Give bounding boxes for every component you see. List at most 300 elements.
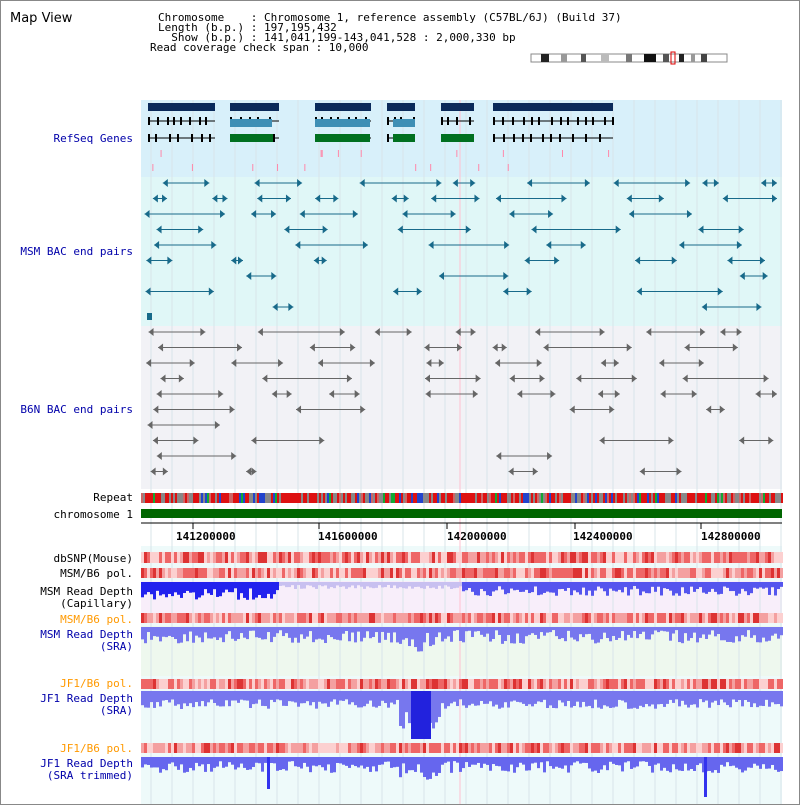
jf1-trimmed-depth-bar xyxy=(540,757,543,762)
refseq-exon xyxy=(199,117,201,125)
refseq-mark xyxy=(456,150,457,157)
msm-b6-pol-strip xyxy=(537,568,540,578)
msm-capillary-depth-bar xyxy=(762,582,765,589)
repeat-segment xyxy=(679,493,681,503)
jf1-b6-pol-strip xyxy=(201,679,204,689)
repeat-segment xyxy=(775,493,777,503)
repeat-segment xyxy=(721,493,723,503)
ideogram-band xyxy=(541,54,549,62)
dbsnp-strip xyxy=(210,552,213,563)
msm-b6-pol-strip xyxy=(720,568,723,578)
msm-sra-depth-bar xyxy=(156,627,159,637)
jf1-sra-depth-bar xyxy=(408,691,411,723)
dbsnp-strip xyxy=(519,552,522,563)
msm-b6-pol-strip xyxy=(693,568,696,578)
jf1-b6-pol-strip xyxy=(408,679,411,689)
jf1-sra-depth-bar xyxy=(501,691,504,708)
msm-sra-depth-bar xyxy=(573,627,576,640)
repeat-segment xyxy=(333,493,335,503)
jf1-b6-pol-strip xyxy=(708,743,711,753)
dbsnp-strip xyxy=(453,552,456,563)
msm-b6-pol-strip xyxy=(642,613,645,623)
dbsnp-strip xyxy=(648,552,651,563)
label-msm-depth-sra-sub: (SRA) xyxy=(99,640,133,653)
label-msm-bac[interactable]: MSM BAC end pairs xyxy=(20,245,133,258)
msm-b6-pol-strip xyxy=(681,568,684,578)
msm-b6-pol-strip xyxy=(504,613,507,623)
msm-b6-pol-strip xyxy=(723,568,726,578)
jf1-trimmed-depth-bar xyxy=(600,757,603,770)
repeat-segment xyxy=(475,493,477,503)
jf1-trimmed-depth-bar xyxy=(252,757,255,767)
msm-sra-depth-bar xyxy=(321,627,324,640)
dbsnp-strip xyxy=(408,552,411,563)
repeat-segment xyxy=(591,493,593,503)
jf1-trimmed-depth-bar xyxy=(390,757,393,768)
msm-sra-depth-bar xyxy=(423,627,426,642)
jf1-b6-pol-strip xyxy=(318,679,321,689)
repeat-segment xyxy=(729,493,731,503)
msm-capillary-depth-bar xyxy=(564,582,567,591)
msm-capillary-depth-bar xyxy=(144,582,147,594)
repeat-segment xyxy=(587,493,589,503)
msm-b6-pol-strip xyxy=(414,613,417,623)
jf1-b6-pol-strip xyxy=(501,679,504,689)
repeat-segment xyxy=(231,493,233,503)
msm-capillary-depth-bar xyxy=(735,582,738,596)
msm-sra-depth-bar xyxy=(708,627,711,635)
dbsnp-strip xyxy=(603,552,606,563)
msm-b6-pol-strip xyxy=(555,568,558,578)
jf1-b6-pol-strip xyxy=(156,743,159,753)
dbsnp-strip xyxy=(774,552,777,563)
msm-capillary-depth-bar xyxy=(504,582,507,594)
msm-b6-pol-strip xyxy=(336,568,339,578)
jf1-b6-pol-strip xyxy=(189,679,192,689)
repeat-segment xyxy=(545,493,547,503)
jf1-b6-pol-strip xyxy=(696,679,699,689)
msm-b6-pol-strip xyxy=(744,613,747,623)
repeat-segment xyxy=(371,493,373,503)
msm-b6-pol-strip xyxy=(399,613,402,623)
dbsnp-strip xyxy=(438,552,441,563)
jf1-sra-depth-bar xyxy=(753,691,756,703)
jf1-b6-pol-strip xyxy=(669,679,672,689)
jf1-b6-pol-strip xyxy=(666,743,669,753)
msm-sra-depth-bar xyxy=(465,627,468,631)
msm-sra-depth-bar xyxy=(255,627,258,637)
refseq-mark xyxy=(338,150,339,157)
axis-tick-label: 141200000 xyxy=(176,530,236,543)
jf1-b6-pol-strip xyxy=(699,743,702,753)
jf1-b6-pol-strip xyxy=(237,679,240,689)
repeat-segment xyxy=(343,493,345,503)
jf1-b6-pol-strip xyxy=(411,679,414,689)
jf1-b6-pol-strip xyxy=(627,743,630,753)
jf1-trimmed-depth-bar xyxy=(531,757,534,763)
jf1-b6-pol-strip xyxy=(645,679,648,689)
msm-b6-pol-strip xyxy=(597,613,600,623)
repeat-segment xyxy=(213,493,215,503)
jf1-b6-pol-strip xyxy=(396,743,399,753)
msm-sra-depth-bar xyxy=(564,627,567,641)
jf1-b6-pol-strip xyxy=(636,743,639,753)
jf1-sra-depth-bar xyxy=(627,691,630,709)
repeat-segment xyxy=(407,493,409,503)
dbsnp-strip xyxy=(285,552,288,563)
jf1-b6-pol-strip xyxy=(549,679,552,689)
jf1-sra-depth-bar xyxy=(243,691,246,700)
jf1-b6-pol-strip xyxy=(717,743,720,753)
repeat-segment xyxy=(183,493,185,503)
refseq-exon xyxy=(447,117,449,125)
repeat-segment xyxy=(159,493,161,503)
msm-capillary-depth-bar xyxy=(369,582,372,588)
msm-b6-pol-strip xyxy=(777,568,780,578)
msm-b6-pol-strip xyxy=(318,613,321,623)
label-b6n-bac[interactable]: B6N BAC end pairs xyxy=(20,403,133,416)
dbsnp-strip xyxy=(636,552,639,563)
jf1-b6-pol-strip xyxy=(762,679,765,689)
msm-b6-pol-strip xyxy=(399,568,402,578)
jf1-trimmed-depth-bar xyxy=(426,757,429,780)
msm-sra-depth-bar xyxy=(501,627,504,644)
repeat-segment xyxy=(477,493,479,503)
msm-capillary-depth-bar xyxy=(600,582,603,588)
repeat-segment xyxy=(373,493,375,503)
dbsnp-strip xyxy=(435,552,438,563)
jf1-b6-pol-strip xyxy=(153,743,156,753)
jf1-b6-pol-strip xyxy=(186,743,189,753)
jf1-b6-pol-strip xyxy=(309,679,312,689)
jf1-trimmed-depth-bar xyxy=(330,757,333,773)
jf1-trimmed-depth-bar xyxy=(735,757,738,768)
repeat-segment xyxy=(311,493,313,503)
msm-capillary-depth-bar xyxy=(573,582,576,590)
repeat-segment xyxy=(319,493,321,503)
msm-capillary-depth-bar xyxy=(549,582,552,592)
jf1-sra-depth-bar xyxy=(621,691,624,701)
msm-b6-pol-strip xyxy=(645,613,648,623)
msm-sra-depth-bar xyxy=(276,627,279,633)
msm-sra-depth-bar xyxy=(690,627,693,638)
dbsnp-strip xyxy=(738,552,741,563)
msm-b6-pol-strip xyxy=(738,568,741,578)
msm-capillary-depth-bar xyxy=(645,582,648,593)
jf1-b6-pol-strip xyxy=(582,743,585,753)
msm-sra-depth-bar xyxy=(486,627,489,634)
msm-b6-pol-strip xyxy=(267,568,270,578)
repeat-segment xyxy=(665,493,667,503)
msm-b6-pol-strip xyxy=(402,568,405,578)
jf1-b6-pol-strip xyxy=(444,679,447,689)
jf1-b6-pol-strip xyxy=(420,743,423,753)
msm-b6-pol-strip xyxy=(321,568,324,578)
msm-capillary-depth-bar xyxy=(750,582,753,593)
msm-sra-depth-bar xyxy=(615,627,618,640)
msm-sra-depth-bar xyxy=(363,627,366,638)
jf1-b6-pol-strip xyxy=(609,679,612,689)
jf1-b6-pol-strip xyxy=(291,679,294,689)
repeat-segment xyxy=(455,493,457,503)
repeat-segment xyxy=(391,493,393,503)
msm-b6-pol-strip xyxy=(186,568,189,578)
jf1-sra-depth-bar xyxy=(651,691,654,704)
label-refseq-genes[interactable]: RefSeq Genes xyxy=(53,132,133,145)
dbsnp-strip xyxy=(405,552,408,563)
jf1-b6-pol-strip xyxy=(486,679,489,689)
msm-sra-depth-bar xyxy=(768,627,771,641)
msm-b6-pol-strip xyxy=(372,568,375,578)
msm-sra-depth-bar xyxy=(666,627,669,632)
repeat-segment xyxy=(719,493,721,503)
jf1-b6-pol-strip xyxy=(183,743,186,753)
msm-b6-pol-strip xyxy=(759,613,762,623)
msm-sra-depth-bar xyxy=(381,627,384,632)
msm-capillary-depth-bar xyxy=(768,582,771,595)
msm-sra-depth-bar xyxy=(642,627,645,632)
refseq-exon xyxy=(567,117,569,125)
jf1-sra-depth-bar xyxy=(300,691,303,703)
repeat-segment xyxy=(273,493,275,503)
msm-b6-pol-strip xyxy=(597,568,600,578)
jf1-b6-pol-strip xyxy=(555,679,558,689)
jf1-b6-pol-strip xyxy=(693,743,696,753)
dbsnp-strip xyxy=(306,552,309,563)
msm-capillary-depth-bar xyxy=(708,582,711,592)
jf1-sra-depth-bar xyxy=(444,691,447,709)
repeat-segment xyxy=(777,493,779,503)
msm-capillary-depth-bar xyxy=(219,582,222,596)
msm-sra-depth-bar xyxy=(453,627,456,631)
msm-sra-depth-bar xyxy=(687,627,690,641)
msm-b6-pol-strip xyxy=(522,568,525,578)
jf1-b6-pol-strip xyxy=(357,679,360,689)
msm-capillary-depth-bar xyxy=(240,582,243,593)
jf1-sra-depth-bar xyxy=(465,691,468,708)
msm-b6-pol-strip xyxy=(318,568,321,578)
dbsnp-strip xyxy=(501,552,504,563)
repeat-segment xyxy=(659,493,661,503)
msm-sra-depth-bar xyxy=(726,627,729,642)
msm-b6-pol-strip xyxy=(489,568,492,578)
jf1-b6-pol-strip xyxy=(684,743,687,753)
msm-sra-depth-bar xyxy=(384,627,387,640)
repeat-segment xyxy=(523,493,525,503)
jf1-trimmed-depth-bar xyxy=(615,757,618,765)
jf1-sra-depth-bar xyxy=(366,691,369,704)
repeat-segment xyxy=(245,493,247,503)
jf1-b6-pol-strip xyxy=(213,679,216,689)
jf1-trimmed-depth-bar xyxy=(198,757,201,766)
repeat-segment xyxy=(229,493,231,503)
dbsnp-strip xyxy=(729,552,732,563)
repeat-segment xyxy=(753,493,755,503)
msm-b6-pol-strip xyxy=(294,568,297,578)
msm-b6-pol-strip xyxy=(207,613,210,623)
msm-capillary-depth-bar xyxy=(333,582,336,588)
jf1-trimmed-depth-bar xyxy=(753,757,756,764)
msm-sra-depth-bar xyxy=(474,627,477,632)
jf1-sra-depth-bar xyxy=(600,691,603,709)
dbsnp-strip xyxy=(384,552,387,563)
jf1-b6-pol-strip xyxy=(777,743,780,753)
jf1-b6-pol-strip xyxy=(252,743,255,753)
msm-capillary-depth-bar xyxy=(462,582,465,591)
msm-b6-pol-strip xyxy=(363,568,366,578)
repeat-segment xyxy=(285,493,287,503)
info-coverage-span: Read coverage check span : 10,000 xyxy=(150,41,369,54)
msm-b6-pol-strip xyxy=(594,568,597,578)
jf1-b6-pol-strip xyxy=(336,679,339,689)
repeat-segment xyxy=(293,493,295,503)
jf1-sra-depth-bar xyxy=(537,691,540,701)
msm-b6-pol-strip xyxy=(324,613,327,623)
repeat-segment xyxy=(681,493,683,503)
msm-b6-pol-strip xyxy=(243,568,246,578)
msm-sra-depth-bar xyxy=(432,627,435,645)
msm-capillary-depth-bar xyxy=(588,582,591,591)
label-jf1-b6-pol-1: JF1/B6 pol. xyxy=(60,677,133,690)
msm-capillary-depth-bar xyxy=(426,582,429,586)
msm-capillary-depth-bar xyxy=(405,582,408,589)
jf1-sra-depth-bar xyxy=(507,691,510,708)
repeat-segment xyxy=(235,493,237,503)
msm-sra-depth-bar xyxy=(630,627,633,638)
repeat-segment xyxy=(295,493,297,503)
msm-b6-pol-strip xyxy=(411,613,414,623)
jf1-trimmed-depth-bar xyxy=(483,757,486,764)
msm-b6-pol-strip xyxy=(345,568,348,578)
dbsnp-strip xyxy=(525,552,528,563)
repeat-segment xyxy=(463,493,465,503)
jf1-b6-pol-strip xyxy=(369,743,372,753)
msm-capillary-depth-bar xyxy=(618,582,621,590)
jf1-b6-pol-strip xyxy=(288,679,291,689)
msm-b6-pol-strip xyxy=(153,613,156,623)
jf1-trimmed-depth-bar xyxy=(384,757,387,762)
repeat-segment xyxy=(639,493,641,503)
msm-b6-pol-strip xyxy=(351,613,354,623)
jf1-trimmed-depth-bar xyxy=(312,757,315,766)
msm-capillary-depth-bar xyxy=(612,582,615,591)
msm-capillary-depth-bar xyxy=(648,582,651,593)
jf1-b6-pol-strip xyxy=(144,679,147,689)
jf1-trimmed-depth-bar xyxy=(423,757,426,777)
jf1-trimmed-depth-bar xyxy=(159,757,162,773)
dbsnp-strip xyxy=(342,552,345,563)
dbsnp-strip xyxy=(231,552,234,563)
msm-b6-pol-strip xyxy=(618,613,621,623)
msm-sra-depth-bar xyxy=(159,627,162,641)
msm-b6-pol-strip xyxy=(729,613,732,623)
jf1-trimmed-depth-bar xyxy=(498,757,501,766)
repeat-segment xyxy=(249,493,251,503)
msm-capillary-depth-bar xyxy=(477,582,480,596)
jf1-b6-pol-strip xyxy=(186,679,189,689)
refseq-exon xyxy=(177,134,179,142)
msm-sra-depth-bar xyxy=(747,627,750,630)
msm-capillary-depth-bar xyxy=(327,582,330,589)
msm-sra-depth-bar xyxy=(231,627,234,639)
jf1-b6-pol-strip xyxy=(543,679,546,689)
dbsnp-strip xyxy=(534,552,537,563)
msm-b6-pol-strip xyxy=(384,613,387,623)
msm-b6-pol-strip xyxy=(156,568,159,578)
jf1-sra-depth-bar xyxy=(660,691,663,704)
repeat-segment xyxy=(283,493,285,503)
msm-b6-pol-strip xyxy=(267,613,270,623)
jf1-b6-pol-strip xyxy=(174,679,177,689)
msm-b6-pol-strip xyxy=(657,613,660,623)
jf1-sra-depth-bar xyxy=(174,691,177,706)
msm-b6-pol-strip xyxy=(621,568,624,578)
msm-capillary-depth-bar xyxy=(411,582,414,589)
refseq-exon xyxy=(273,134,275,142)
msm-capillary-depth-bar xyxy=(255,582,258,598)
jf1-sra-depth-bar xyxy=(384,691,387,703)
msm-b6-pol-strip xyxy=(171,568,174,578)
jf1-b6-pol-strip xyxy=(756,679,759,689)
msm-b6-pol-strip xyxy=(507,568,510,578)
msm-b6-pol-strip xyxy=(549,568,552,578)
msm-b6-pol-strip xyxy=(390,568,393,578)
jf1-sra-depth-bar xyxy=(492,691,495,706)
msm-b6-pol-strip xyxy=(300,613,303,623)
jf1-b6-pol-strip xyxy=(516,679,519,689)
jf1-b6-pol-strip xyxy=(507,743,510,753)
repeat-segment xyxy=(291,493,293,503)
msm-b6-pol-strip xyxy=(255,568,258,578)
repeat-segment xyxy=(221,493,223,503)
repeat-segment xyxy=(157,493,159,503)
jf1-b6-pol-strip xyxy=(342,679,345,689)
repeat-segment xyxy=(747,493,749,503)
dbsnp-strip xyxy=(447,552,450,563)
dbsnp-strip xyxy=(642,552,645,563)
msm-sra-depth-bar xyxy=(312,627,315,642)
dbsnp-strip xyxy=(564,552,567,563)
jf1-b6-pol-strip xyxy=(303,679,306,689)
chromosome-bar xyxy=(141,509,782,518)
jf1-b6-pol-strip xyxy=(207,679,210,689)
jf1-b6-pol-strip xyxy=(483,679,486,689)
jf1-trimmed-depth-bar xyxy=(579,757,582,764)
dbsnp-strip xyxy=(207,552,210,563)
dbsnp-strip xyxy=(360,552,363,563)
jf1-trimmed-depth-bar xyxy=(228,757,231,762)
msm-capillary-depth-bar xyxy=(162,582,165,594)
msm-sra-depth-bar xyxy=(729,627,732,642)
msm-sra-depth-bar xyxy=(609,627,612,641)
jf1-b6-pol-strip xyxy=(675,743,678,753)
repeat-segment xyxy=(375,493,377,503)
refseq-exon xyxy=(522,134,524,142)
msm-capillary-depth-bar xyxy=(741,582,744,589)
repeat-segment xyxy=(611,493,613,503)
jf1-sra-depth-bar xyxy=(657,691,660,704)
refseq-gene-bar xyxy=(230,103,279,111)
jf1-b6-pol-strip xyxy=(528,743,531,753)
repeat-segment xyxy=(487,493,489,503)
repeat-segment xyxy=(593,493,595,503)
msm-b6-pol-strip xyxy=(528,568,531,578)
jf1-b6-pol-strip xyxy=(579,743,582,753)
repeat-segment xyxy=(693,493,695,503)
repeat-segment xyxy=(531,493,533,503)
jf1-sra-depth-bar xyxy=(522,691,525,704)
msm-b6-pol-strip xyxy=(336,613,339,623)
